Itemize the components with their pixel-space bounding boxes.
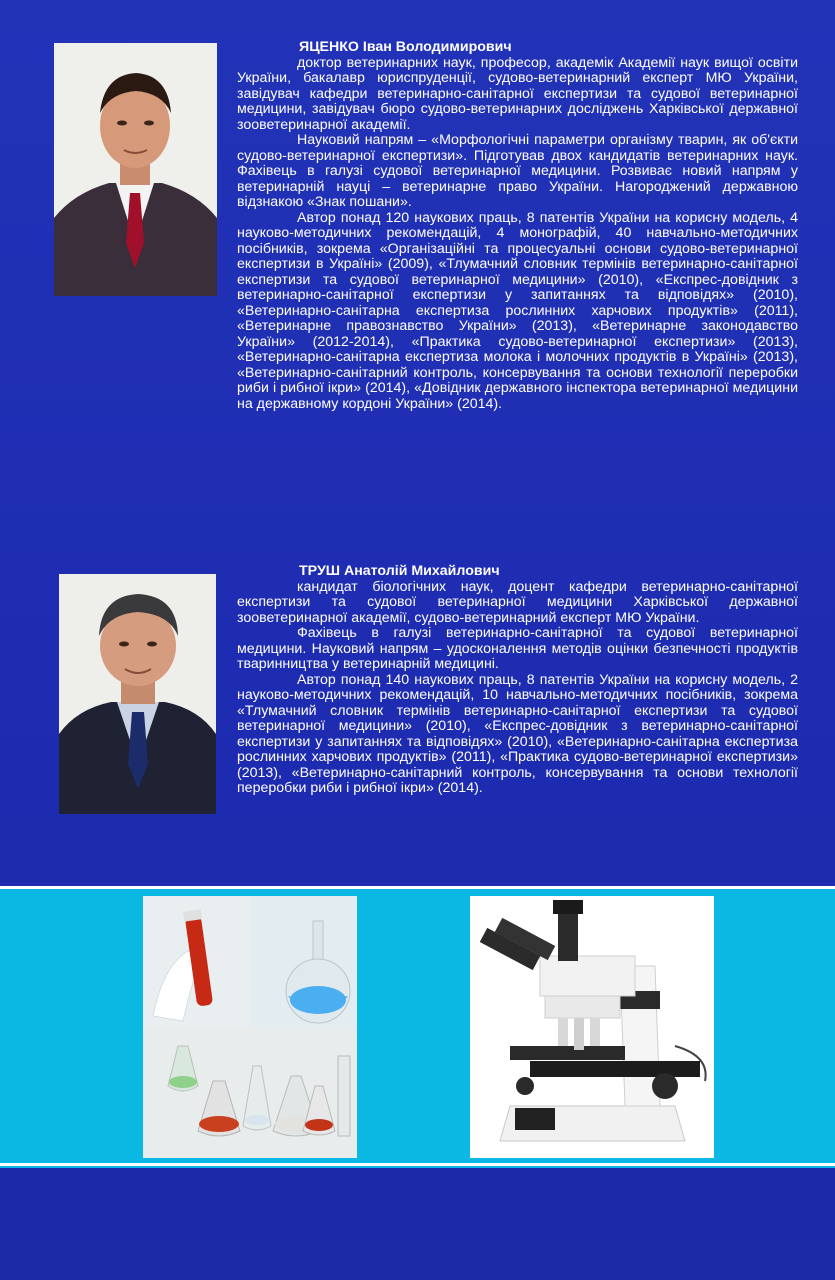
author2-name: ТРУШ Анатолій Михайлович: [299, 563, 500, 579]
author1-bio: [237, 40, 798, 412]
microscope-photo: [470, 896, 714, 1158]
author1-portrait-photo: [54, 43, 217, 296]
author2-paragraph-3: Автор понад 140 наукових праць, 8 патентів України на корисну модель, 2 науково-методичних рекомендацій, 10 навчально-методичних посібників, зокрема «Тлумачний словник термінів ветеринарно-санітарної експертизи та судової ветеринарної медицини» (2010), «Експрес-довідник з ветеринарно-санітарної експертизи у запитаннях та відповідях» (2010), «Ветеринарно-санітарна експертиза рослинних харчових продуктів» (2011), «Практика судово-ветеринарної експертизи» (2013), «Ветеринарно-санітарний контроль, консервування та основи технології переробки риби і рибної ікри» (2014).: [237, 671, 798, 796]
lab-glassware-photo: [143, 896, 357, 1158]
author1-paragraph-2: Науковий напрям – «Морфологічні параметри організму тварин, як об'єкти судово-ветеринарної експертизи». Підготував двох кандидатів ветеринарних наук. Фахівець в галузі судової ветеринарної медицини. Розвиває новий напрям у ветеринарній науці – ветеринарне право України. Нагороджений державною відзнакою «Знак пошани».: [237, 132, 798, 210]
author1-paragraph-3: Автор понад 120 наукових праць, 8 патентів України на корисну модель, 4 науково-методичних рекомендацій, 4 монографій, 40 навчально-методичних посібників, зокрема «Організаційні та процесуальні основи судово-ветеринарної експертизи в Україні» (2009), «Тлумачний словник термінів ветеринарно-санітарної експертизи та судової ветеринарної медицини» (2010), «Експрес-довідник з ветеринарно-санітарної експертизи у запитаннях та відповідях» (2010), «Ветеринарно-санітарна експертиза рослинних харчових продуктів» (2011), «Ветеринарне правознавство України» (2013), «Ветеринарне законодавство України» (2012-2014), «Практика судово-ветеринарної експертизи» (2013), «Ветеринарно-санітарна експертиза молока і молочних продуктів в Україні» (2013), «Ветеринарно-санітарний контроль, консервування та основи технології переробки риби і рибної ікри» (2014), «Довідник державного інспектора ветеринарної медицини на державному кордоні України» (2014).: [237, 209, 798, 412]
author2-portrait-photo: [59, 574, 216, 814]
author2-paragraph-2: Фахівець в галузі ветеринарно-санітарної та судової ветеринарної медицини. Науковий напрям – удосконалення методів оцінки безпечності продуктів тваринництва у ветеринарній медицині.: [237, 625, 798, 672]
author1-paragraph-1: доктор ветеринарних наук, професор, академік Академії наук вищої освіти України, бакалавр юриспруденції, судово-ветеринарний експерт МЮ України, завідувач кафедри ветеринарно-санітарної експертизи та судової ветеринарної медицини, завідувач бюро судово-ветеринарних досліджень Харківської державної зооветеринарної академії.: [237, 54, 798, 133]
author1-name: ЯЦЕНКО Іван Володимирович: [299, 39, 512, 55]
band-top-line: [0, 886, 835, 889]
band-bottom-line: [0, 1163, 835, 1166]
author2-bio: [237, 564, 798, 797]
author2-paragraph-1: кандидат біологічних наук, доцент кафедри ветеринарно-санітарної експертизи та судової ветеринарної медицини Харківської державної зооветеринарної академії, судово-ветеринарний експерт МЮ України.: [237, 578, 798, 626]
